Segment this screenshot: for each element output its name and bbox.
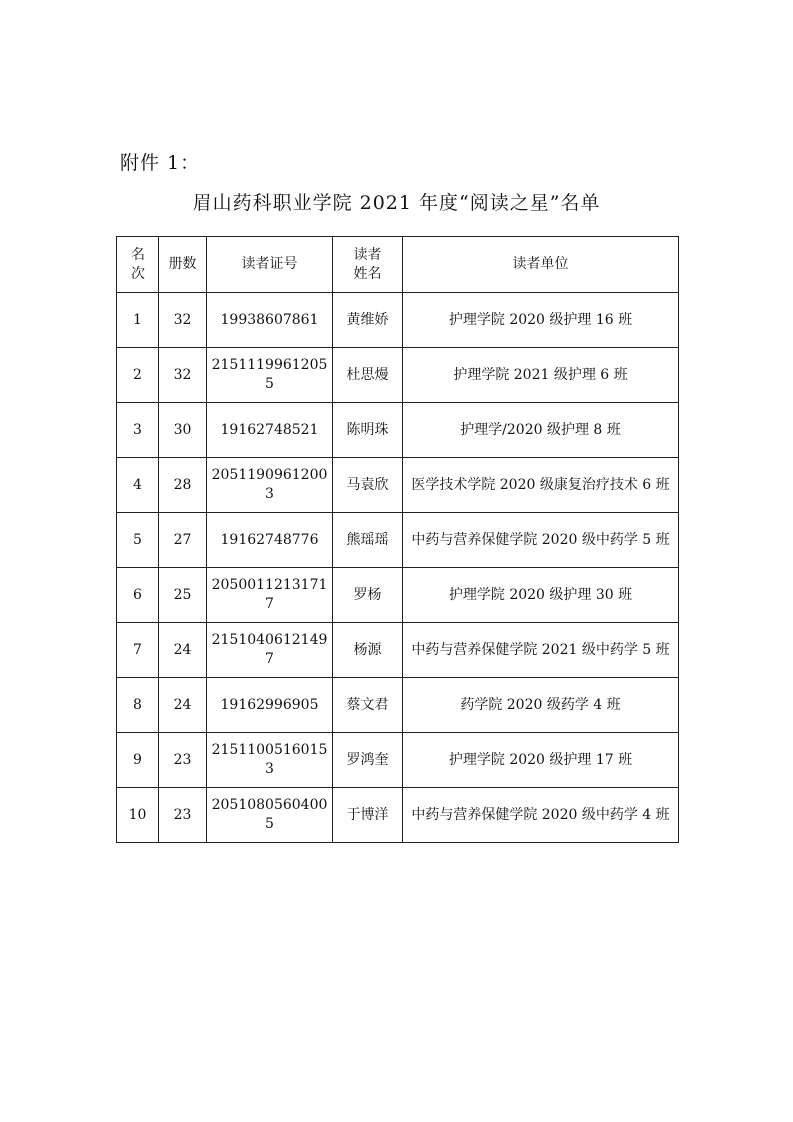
cell-count: 24	[159, 678, 207, 733]
column-header-name: 读者姓名	[333, 237, 403, 293]
cell-name: 杨源	[333, 623, 403, 678]
cell-name: 马袁欣	[333, 458, 403, 513]
cell-count: 32	[159, 348, 207, 403]
cell-count: 30	[159, 403, 207, 458]
cell-rank: 3	[117, 403, 159, 458]
cell-unit: 护理学院 2020 级护理 30 班	[403, 568, 679, 623]
cell-unit: 护理学/2020 级护理 8 班	[403, 403, 679, 458]
cell-count: 24	[159, 623, 207, 678]
table-row	[117, 788, 679, 843]
cell-reader-id: 20510805604005	[207, 788, 333, 843]
table-row	[117, 678, 679, 733]
cell-unit: 中药与营养保健学院 2020 级中药学 5 班	[403, 513, 679, 568]
table-header-row	[117, 237, 679, 293]
cell-rank: 7	[117, 623, 159, 678]
cell-unit: 护理学院 2020 级护理 16 班	[403, 293, 679, 348]
table-row	[117, 458, 679, 513]
column-header-count: 册数	[159, 237, 207, 293]
cell-rank: 10	[117, 788, 159, 843]
table-row	[117, 733, 679, 788]
table-row	[117, 293, 679, 348]
cell-unit: 护理学院 2021 级护理 6 班	[403, 348, 679, 403]
table-row	[117, 403, 679, 458]
cell-reader-id: 20500112131717	[207, 568, 333, 623]
cell-reader-id: 21511005160153	[207, 733, 333, 788]
cell-rank: 5	[117, 513, 159, 568]
cell-unit: 药学院 2020 级药学 4 班	[403, 678, 679, 733]
attachment-label: 附件 1：	[120, 152, 201, 174]
cell-name: 黄维娇	[333, 293, 403, 348]
cell-count: 23	[159, 733, 207, 788]
cell-name: 陈明珠	[333, 403, 403, 458]
column-header-unit: 读者单位	[403, 237, 679, 293]
cell-reader-id: 19162748776	[207, 513, 333, 568]
cell-name: 于博洋	[333, 788, 403, 843]
cell-reader-id: 19162748521	[207, 403, 333, 458]
cell-name: 杜思熳	[333, 348, 403, 403]
cell-reader-id: 20511909612003	[207, 458, 333, 513]
cell-reader-id: 19938607861	[207, 293, 333, 348]
page-title: 眉山药科职业学院 2021 年度“阅读之星”名单	[192, 192, 601, 214]
table-row	[117, 348, 679, 403]
cell-count: 27	[159, 513, 207, 568]
reading-stars-table	[116, 236, 679, 843]
cell-count: 28	[159, 458, 207, 513]
cell-reader-id: 21511199612055	[207, 348, 333, 403]
cell-name: 熊瑶瑶	[333, 513, 403, 568]
cell-reader-id: 21510406121497	[207, 623, 333, 678]
cell-count: 25	[159, 568, 207, 623]
column-header-reader-id: 读者证号	[207, 237, 333, 293]
cell-name: 罗杨	[333, 568, 403, 623]
cell-count: 23	[159, 788, 207, 843]
cell-name: 蔡文君	[333, 678, 403, 733]
cell-unit: 中药与营养保健学院 2021 级中药学 5 班	[403, 623, 679, 678]
cell-unit: 护理学院 2020 级护理 17 班	[403, 733, 679, 788]
cell-rank: 6	[117, 568, 159, 623]
table-row	[117, 568, 679, 623]
cell-rank: 1	[117, 293, 159, 348]
cell-rank: 8	[117, 678, 159, 733]
cell-rank: 9	[117, 733, 159, 788]
cell-reader-id: 19162996905	[207, 678, 333, 733]
cell-name: 罗鸿奎	[333, 733, 403, 788]
cell-count: 32	[159, 293, 207, 348]
cell-unit: 中药与营养保健学院 2020 级中药学 4 班	[403, 788, 679, 843]
table-row	[117, 513, 679, 568]
table-row	[117, 623, 679, 678]
cell-unit: 医学技术学院 2020 级康复治疗技术 6 班	[403, 458, 679, 513]
column-header-rank: 名次	[117, 237, 159, 293]
cell-rank: 2	[117, 348, 159, 403]
cell-rank: 4	[117, 458, 159, 513]
